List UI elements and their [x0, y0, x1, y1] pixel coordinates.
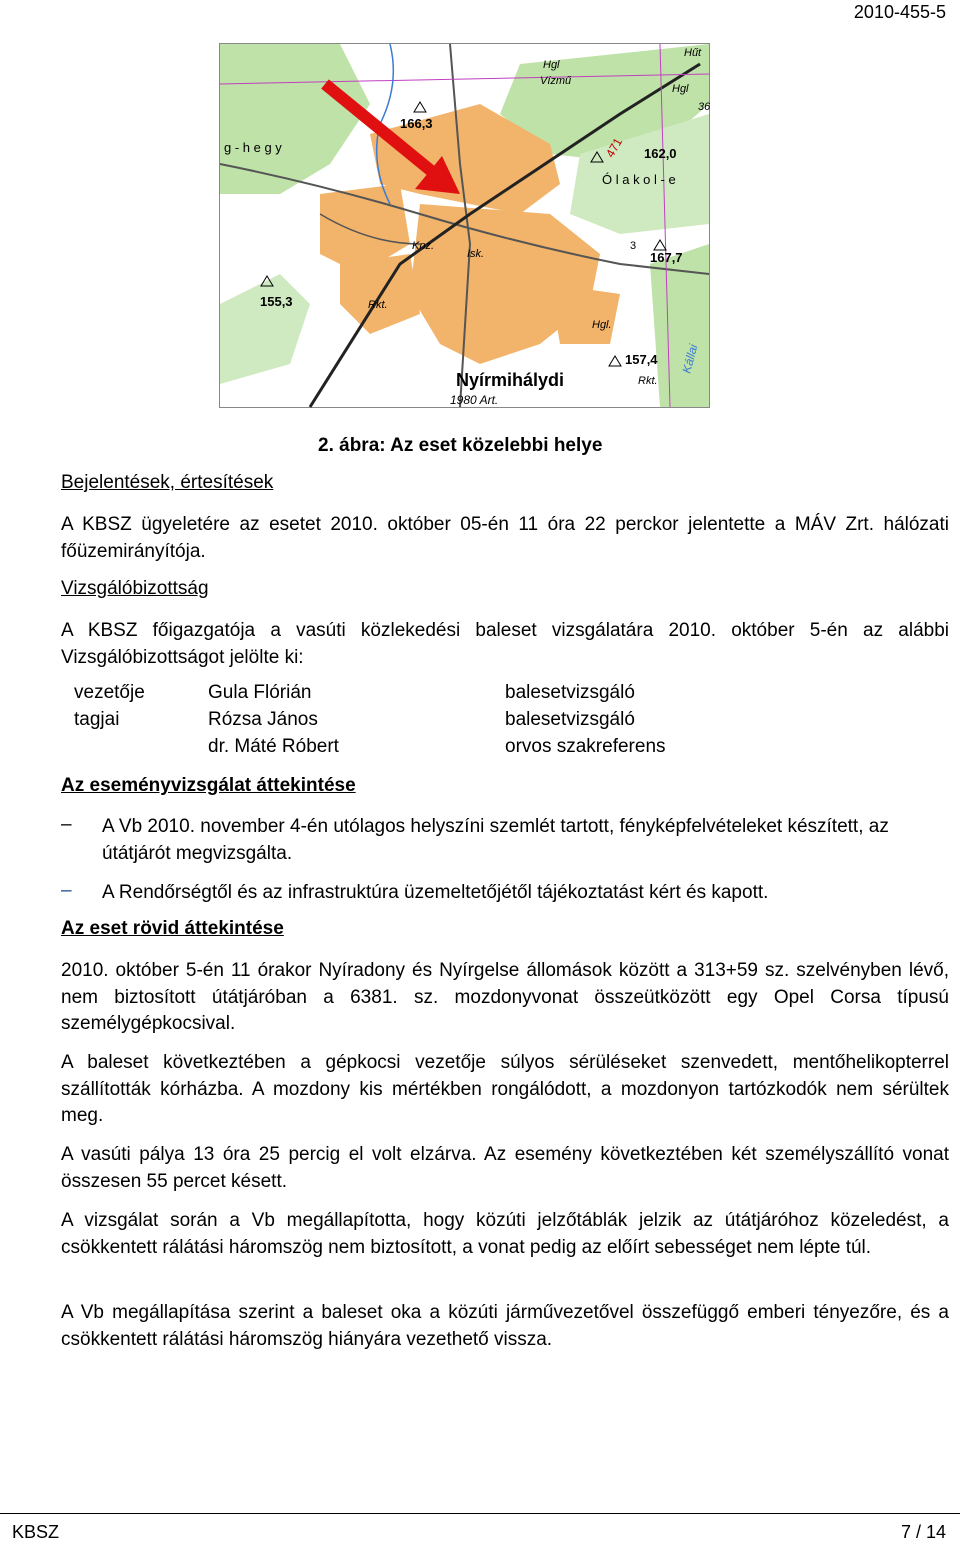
section-heading-case-summary: Az eset rövid áttekintése — [61, 918, 284, 939]
map-label-kallai: Kállai — [679, 342, 701, 375]
map-label-155: 155,3 — [260, 294, 293, 309]
summary-paragraph: A Vb megállapítása szerint a baleset oka a közúti járművezetővel összefüggő emberi tényezőre, és a csökkentett rálátási háromszög hiányára vezethető vissza. — [61, 1302, 949, 1350]
member-title: balesetvizsgáló — [505, 709, 635, 730]
notifications-paragraph: A KBSZ ügyeletére az esetet 2010. október 05-én 11 óra 22 perckor jelentette a MÁV Zrt. hálózati főüzemirányítója. — [61, 514, 949, 562]
member-name: Gula Flórián — [208, 682, 312, 703]
map-label-town: Nyírmihálydi — [456, 370, 565, 390]
map-label-knz: Knz. — [412, 240, 435, 252]
figure-caption: 2. ábra: Az eset közelebbi helye — [318, 435, 603, 456]
map-label-rkt2: Rkt. — [638, 375, 658, 387]
map-label-isk: Isk. — [467, 248, 485, 260]
map-label-167: 167,7 — [650, 250, 683, 265]
member-name: dr. Máté Róbert — [208, 736, 339, 757]
committee-member-row — [74, 682, 774, 708]
bullet-dash: – — [61, 880, 72, 901]
section-heading-notifications: Bejelentések, értesítések — [61, 472, 274, 493]
document-id: 2010-455-5 — [853, 2, 946, 22]
section-heading-committee: Vizsgálóbizottság — [61, 578, 209, 599]
map-label-hgl1: Hgl — [543, 59, 560, 71]
page-number: 7 / 14 — [900, 1522, 946, 1542]
committee-paragraph: A KBSZ főigazgatója a vasúti közlekedési baleset vizsgálatára 2010. október 5-én az alábbi Vizsgálóbizottságot jelölte ki: — [61, 620, 949, 668]
bullet-dash: – — [61, 814, 72, 835]
map-label-162: 162,0 — [644, 146, 677, 161]
map-label-art: 1980 Art. — [450, 393, 499, 407]
topographic-map-image — [220, 44, 709, 407]
map-label-ghegy: g - h e g y — [224, 140, 282, 155]
member-title: orvos szakreferens — [505, 736, 666, 757]
bullet-text: A Vb 2010. november 4-én utólagos helyszíni szemlét tartott, fényképfelvételeket készített, az útátjárót megvizsgálta. — [102, 816, 889, 864]
map-label-3: 3 — [630, 240, 637, 252]
bullet-text: A Rendőrségtől és az infrastruktúra üzemeltetőjétől tájékoztatást kért és kapott. — [102, 882, 769, 903]
member-name: Rózsa János — [208, 709, 318, 730]
member-role: tagjai — [74, 709, 120, 730]
section-heading-investigation-overview: Az eseményvizsgálat áttekintése — [61, 775, 356, 796]
summary-paragraph: 2010. október 5-én 11 órakor Nyíradony és Nyírgelse állomások között a 313+59 sz. szelvényben lévő, nem biztosított útátjáróban a 6381. sz. mozdonyvonat összeütközött egy Opel Corsa típusú személygépkocsival. — [61, 960, 949, 1034]
map-label-vizmu: Vízmű — [540, 75, 572, 87]
map-label-rkt1: Rkt. — [368, 299, 388, 311]
committee-member-row — [74, 736, 774, 762]
summary-paragraph: A baleset következtében a gépkocsi vezetője súlyos sérüléseket szenvedett, mentőhelikopterrel szállították kórházba. A mozdony kis mértékben rongálódott, a mozdonyon tartózkodók nem sérültek meg. — [61, 1052, 949, 1126]
member-title: balesetvizsgáló — [505, 682, 635, 703]
map-label-hgl2: Hgl — [672, 83, 689, 95]
map-label-36: 36 — [698, 101, 711, 113]
location-map — [219, 43, 710, 408]
map-label-olakol: Ó l a k o l - e — [602, 172, 676, 187]
map-label-471: 471 — [602, 135, 626, 160]
member-role: vezetője — [74, 682, 145, 703]
map-label-166: 166,3 — [400, 116, 433, 131]
footer-divider — [0, 1513, 960, 1514]
map-label-157: 157,4 — [625, 352, 658, 367]
summary-paragraph: A vizsgálat során a Vb megállapította, hogy közúti jelzőtáblák jelzik az útátjáróhoz közeledést, a csökkentett rálátási háromszög nem biztosított, a vonat pedig az előírt sebességet nem lépte túl. — [61, 1210, 949, 1258]
committee-member-row — [74, 709, 774, 735]
map-label-hgl3: Hgl. — [592, 319, 612, 331]
summary-paragraph: A vasúti pálya 13 óra 25 percig el volt elzárva. Az esemény következtében két személyszállító vonat összesen 55 percet késett. — [61, 1144, 949, 1192]
map-label-hut: Hűt — [684, 47, 702, 59]
footer-org: KBSZ — [12, 1522, 60, 1542]
bullet-item — [61, 880, 949, 907]
bullet-item — [61, 814, 949, 868]
